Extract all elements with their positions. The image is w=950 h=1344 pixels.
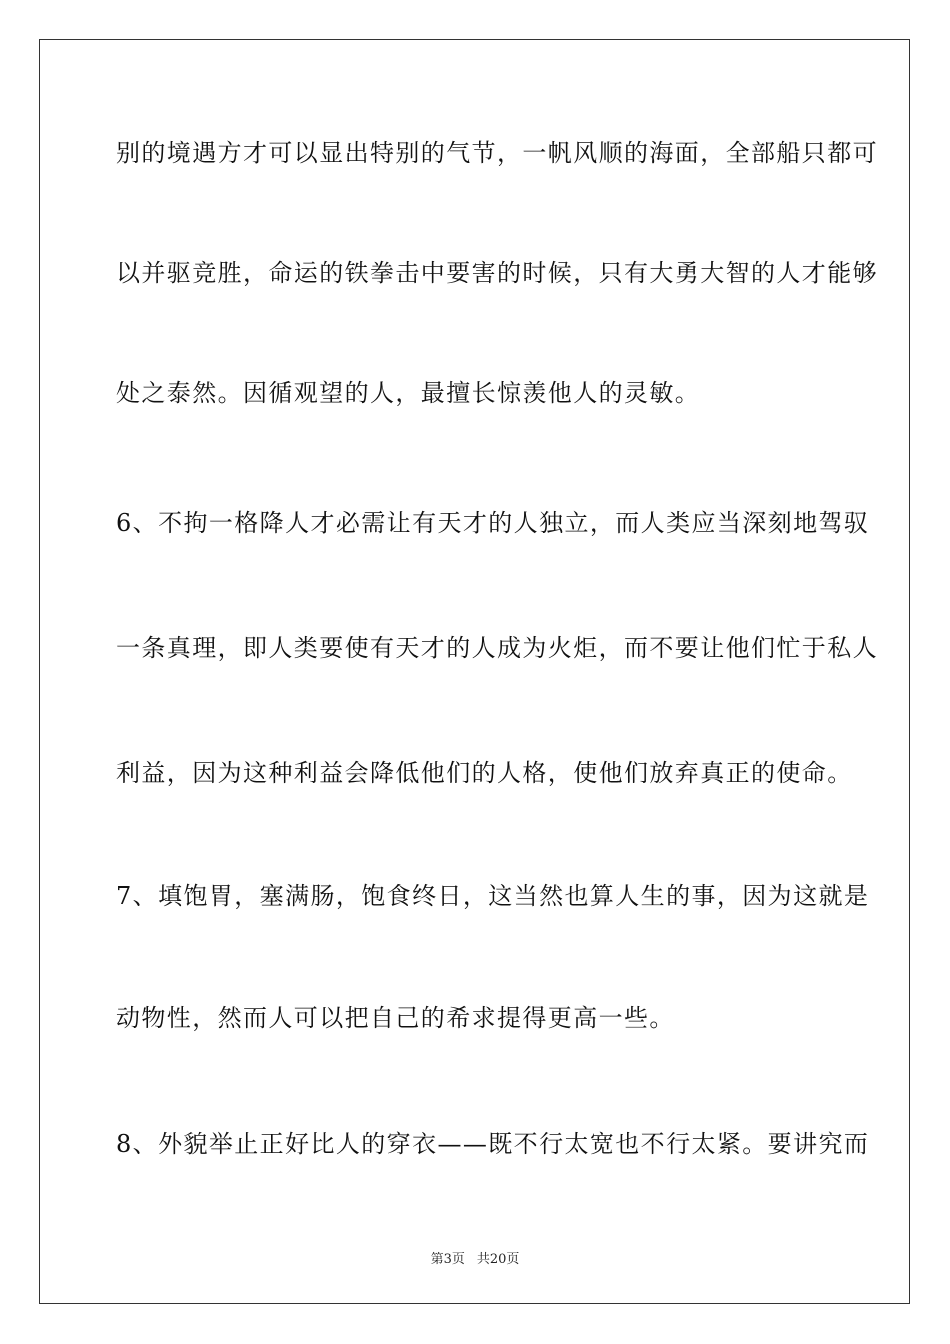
text-line-6: 利益，因为这种利益会降低他们的人格，使他们放弃真正的使命。 <box>116 759 853 787</box>
page-total: 共20页 <box>476 1252 520 1267</box>
text-line-3: 处之泰然。因循观望的人，最擅长惊羡他人的灵敏。 <box>116 379 701 407</box>
page-frame <box>39 39 910 1304</box>
page-number: 第3页 <box>430 1252 465 1267</box>
page-footer <box>0 1248 950 1267</box>
text-line-5: 一条真理，即人类要使有天才的人成为火炬，而不要让他们忙于私人 <box>116 634 878 662</box>
text-line-1: 别的境遇方才可以显出特别的气节，一帆风顺的海面，全部船只都可 <box>116 139 878 167</box>
text-line-8: 动物性，然而人可以把自己的希求提得更高一些。 <box>116 1004 675 1032</box>
text-line-7: 7、填饱胃，塞满肠，饱食终日，这当然也算人生的事，因为这就是 <box>116 882 870 910</box>
text-line-2: 以并驱竞胜，命运的铁拳击中要害的时候，只有大勇大智的人才能够 <box>116 259 878 287</box>
text-line-9: 8、外貌举止正好比人的穿衣——既不行太宽也不行太紧。要讲究而 <box>116 1130 870 1158</box>
text-line-4: 6、不拘一格降人才必需让有天才的人独立，而人类应当深刻地驾驭 <box>116 509 870 537</box>
